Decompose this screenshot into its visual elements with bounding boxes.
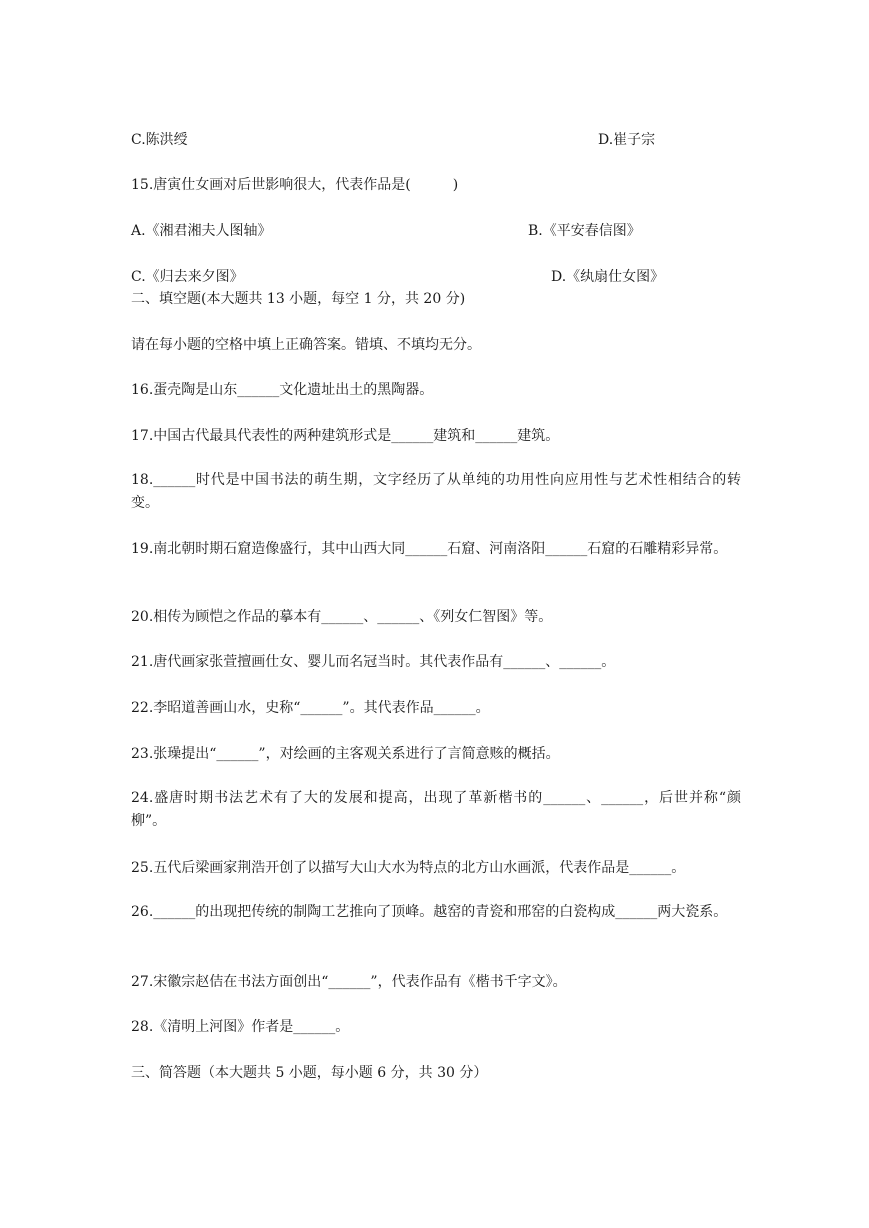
q14-option-c: C.陈洪绶	[131, 132, 188, 148]
question-21: 21.唐代画家张萱擅画仕女、婴儿而名冠当时。其代表作品有______、______。	[131, 654, 616, 670]
question-20: 20.相传为顾恺之作品的摹本有______、______、《列女仁智图》等。	[131, 609, 553, 625]
section2-instruction: 请在每小题的空格中填上正确答案。错填、不填均无分。	[131, 337, 481, 353]
question-25: 25.五代后梁画家荆浩开创了以描写大山大水为特点的北方山水画派，代表作品是______。	[131, 860, 686, 876]
q15-option-b: B.《平安春信图》	[528, 223, 641, 239]
question-27: 27.宋徽宗赵佶在书法方面创出“______”，代表作品有《楷书千字文》。	[131, 974, 567, 990]
question-23: 23.张璪提出“______”，对绘画的主客观关系进行了言简意赅的概括。	[131, 746, 560, 762]
question-28: 28.《清明上河图》作者是______。	[131, 1019, 350, 1035]
question-16: 16.蛋壳陶是山东______文化遗址出土的黑陶器。	[131, 382, 434, 398]
section3-heading: 三、简答题（本大题共 5 小题，每小题 6 分，共 30 分）	[131, 1065, 488, 1081]
question-22: 22.李昭道善画山水，史称“______”。其代表作品______。	[131, 700, 490, 716]
q15-stem: 15.唐寅仕女画对后世影响很大，代表作品是( )	[131, 177, 459, 193]
section2-heading: 二、填空题(本大题共 13 小题，每空 1 分，共 20 分)	[131, 291, 466, 307]
question-26: 26.______的出现把传统的制陶工艺推向了顶峰。越窑的青瓷和邢窑的白瓷构成______两大瓷系。	[131, 904, 728, 920]
q15-option-c: C.《归去来夕图》	[131, 269, 244, 285]
q14-option-d: D.崔子宗	[598, 132, 656, 148]
question-17: 17.中国古代最具代表性的两种建筑形式是______建筑和______建筑。	[131, 428, 560, 444]
question-18: 18.______时代是中国书法的萌生期，文字经历了从单纯的功用性向应用性与艺术性相结合的转变。	[131, 472, 741, 511]
question-19: 19.南北朝时期石窟造像盛行，其中山西大同______石窟、河南洛阳______石窟的石雕精彩异常。	[131, 541, 728, 557]
q15-option-a: A.《湘君湘夫人图轴》	[131, 223, 272, 239]
q15-option-d: D.《纨扇仕女图》	[551, 269, 665, 285]
question-24: 24.盛唐时期书法艺术有了大的发展和提高，出现了革新楷书的______、______，后世并称“颜柳”。	[131, 790, 741, 829]
